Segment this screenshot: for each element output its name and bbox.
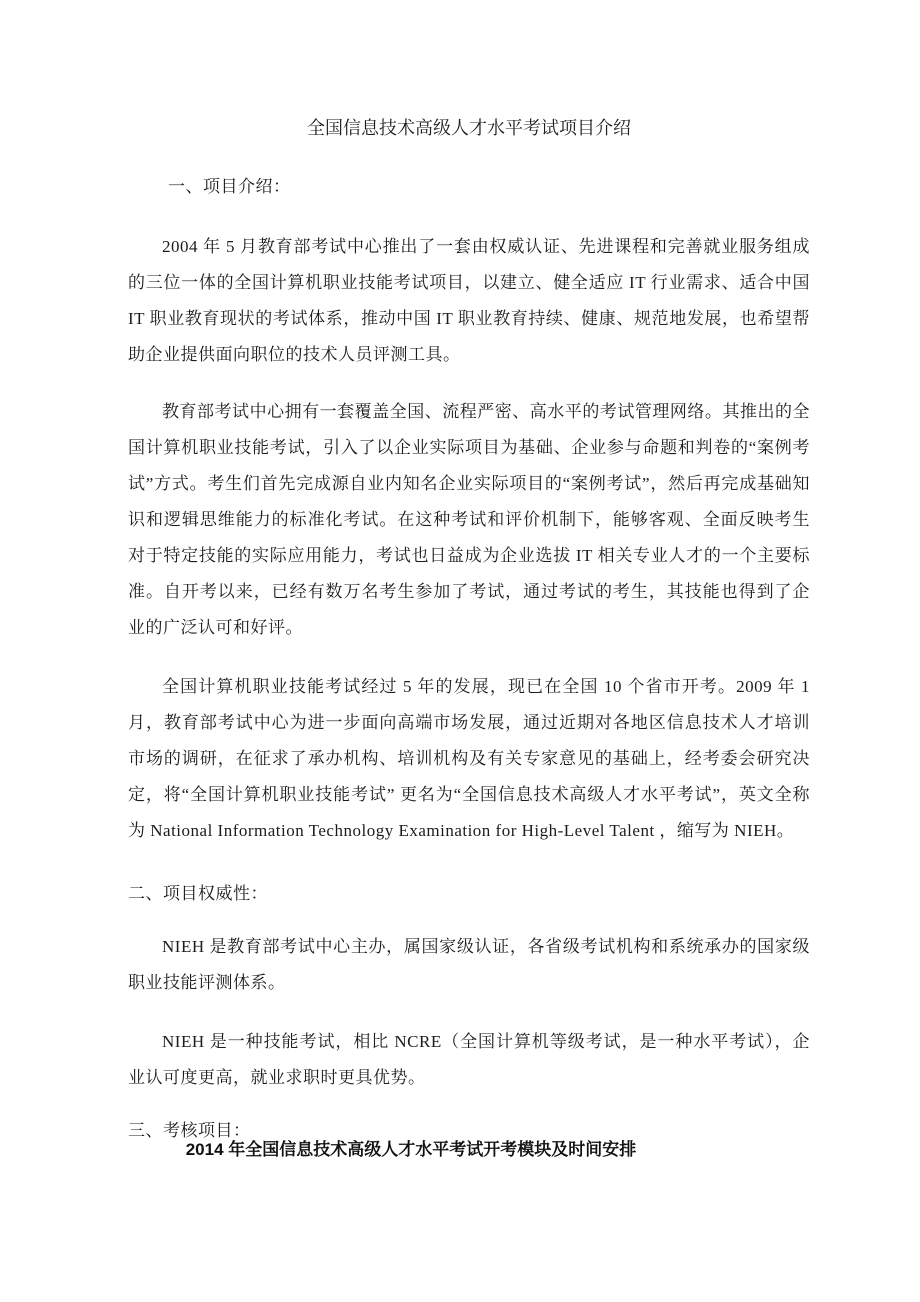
paragraph-intro-2: 教育部考试中心拥有一套覆盖全国、流程严密、高水平的考试管理网络。其推出的全国计算机职业技能考试，引入了以企业实际项目为基础、企业参与命题和判卷的“案例考试”方式。考生们首先完成源自业内知名企业实际项目的“案例考试”，然后再完成基础知识和逻辑思维能力的标准化考试。在这种考试和评价机制下，能够客观、全面反映考生对于特定技能的实际应用能力，考试也日益成为企业选拔 IT 相关专业人才的一个主要标准。自开考以来，已经有数万名考生参加了考试，通过考试的考生，其技能也得到了企业的广泛认可和好评。 bbox=[128, 402, 810, 637]
paragraph-intro-1: 2004 年 5 月教育部考试中心推出了一套由权威认证、先进课程和完善就业服务组成的三位一体的全国计算机职业技能考试项目，以建立、健全适应 IT 行业需求、适合中国 IT 职业教育现状的考试体系，推动中国 IT 职业教育持续、健康、规范地发展，也希望帮助企业提供面向职位的技术人员评测工具。 bbox=[128, 237, 810, 364]
document-title: 全国信息技术高级人才水平考试项目介绍 bbox=[307, 118, 631, 138]
section-heading-2: 二、项目权威性： bbox=[128, 884, 268, 903]
paragraph-authority-1: NIEH 是教育部考试中心主办，属国家级认证，各省级考试机构和系统承办的国家级职业技能评测体系。 bbox=[128, 937, 810, 992]
section-heading-1: 一、项目介绍： bbox=[168, 177, 291, 196]
table-caption: 2014 年全国信息技术高级人才水平考试开考模块及时间安排 bbox=[185, 1140, 637, 1159]
paragraph-intro-3: 全国计算机职业技能考试经过 5 年的发展，现已在全国 10 个省市开考。2009 年 1 月，教育部考试中心为进一步面向高端市场发展，通过近期对各地区信息技术人才培训市场的调研，在征求了承办机构、培训机构及有关专家意见的基础上，经考委会研究决定，将“全国计算机职业技能考试” 更名为“全国信息技术高级人才水平考试”，英文全称为 National Information Technology Examination for High-Level Talent ，缩写为 NIEH。 bbox=[128, 677, 810, 840]
paragraph-authority-2: NIEH 是一种技能考试，相比 NCRE（全国计算机等级考试，是一种水平考试），企业认可度更高，就业求职时更具优势。 bbox=[128, 1032, 810, 1087]
section-heading-3: 三、考核项目： bbox=[128, 1121, 251, 1140]
